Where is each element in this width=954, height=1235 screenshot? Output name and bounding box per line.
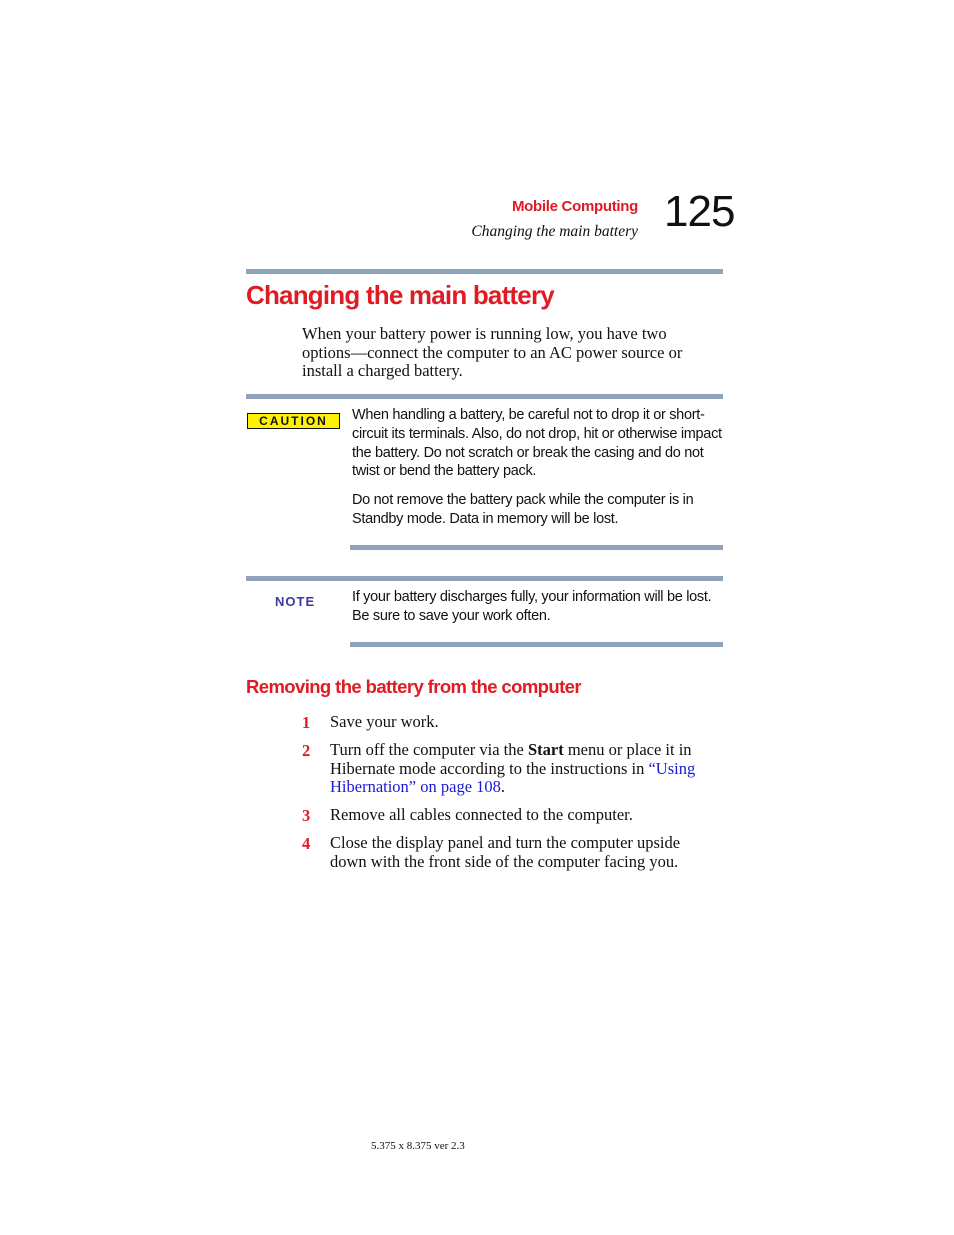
step-text-part: .	[500, 777, 506, 796]
page-number: 125	[664, 187, 735, 236]
step-number: 1	[302, 713, 311, 732]
step-number: 2	[302, 741, 311, 760]
running-header-section: Mobile Computing	[511, 198, 638, 215]
using-hibernation-link[interactable]: “Using Hibernation” on page 108	[330, 758, 696, 796]
start-menu-term: Start	[527, 740, 564, 759]
caution-badge: CAUTION	[247, 413, 340, 429]
step-number: 4	[302, 834, 311, 853]
step-text	[330, 741, 716, 797]
caution-top-rule	[246, 394, 723, 399]
section-heading: Removing the battery from the computer	[246, 676, 581, 697]
step-text: Close the display panel and turn the computer upside down with the front side of the computer facing you.	[330, 833, 681, 871]
step-text-part: menu or place it in Hibernate mode according to the instructions in	[330, 740, 692, 778]
caution-paragraph-1: When handling a battery, be careful not to drop it or short-circuit its terminals. Also, do not drop, hit or otherwise impact the battery. Do not scratch or break the casing and do not twist or bend the battery pack.	[352, 407, 722, 480]
running-header-subsection: Changing the main battery	[471, 223, 638, 240]
step-text: Save your work.	[330, 712, 439, 731]
note-top-rule	[246, 576, 723, 581]
step-number: 3	[302, 806, 311, 825]
note-text: If your battery discharges fully, your information will be lost. Be sure to save your work often.	[352, 589, 712, 624]
note-bottom-rule	[350, 642, 723, 647]
caution-bottom-rule	[350, 545, 723, 550]
note-label: NOTE	[275, 594, 316, 609]
step-text-part: Turn off the computer via the	[330, 740, 528, 759]
caution-paragraph-2: Do not remove the battery pack while the computer is in Standby mode. Data in memory will be lost.	[352, 492, 694, 527]
step-text: Remove all cables connected to the computer.	[330, 805, 633, 824]
intro-paragraph: When your battery power is running low, you have two options—connect the computer to an AC power source or install a charged battery.	[302, 324, 683, 380]
page-footer: 5.375 x 8.375 ver 2.3	[371, 1140, 465, 1152]
page-title: Changing the main battery	[246, 280, 554, 310]
title-rule	[246, 269, 723, 274]
